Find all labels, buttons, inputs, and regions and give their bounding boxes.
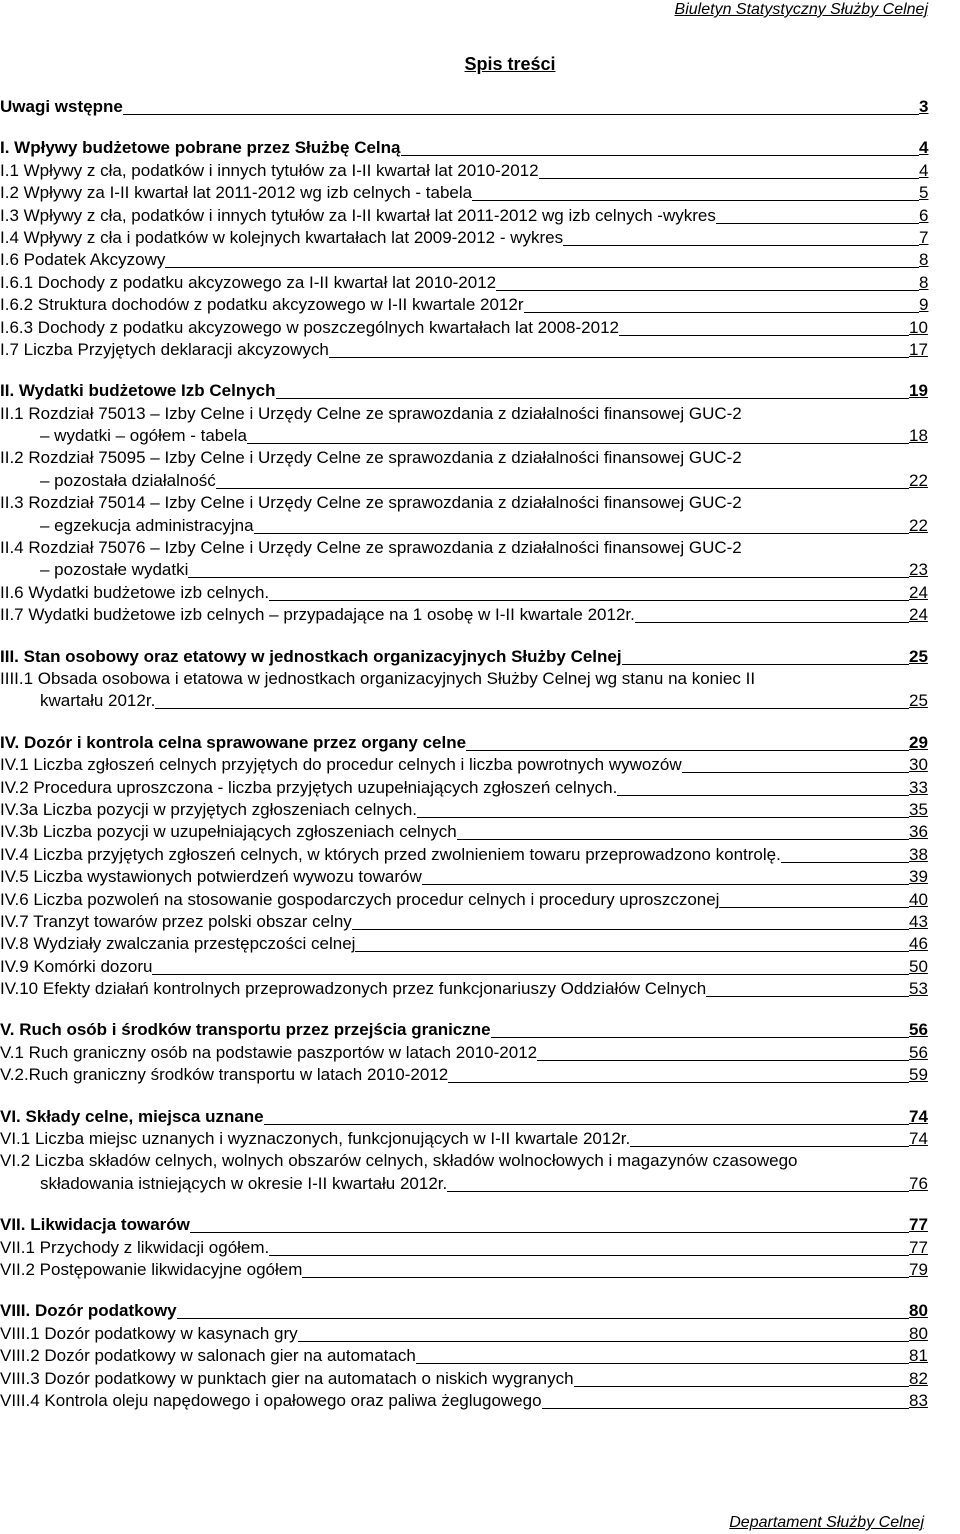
toc-page-number: 30	[909, 755, 928, 775]
toc-entry[interactable]	[0, 1064, 960, 1086]
leader-line	[635, 622, 909, 623]
toc-page-number: 53	[909, 979, 928, 999]
toc-page-number: 77	[909, 1215, 928, 1235]
toc-entry[interactable]	[0, 1106, 960, 1128]
toc-entry-label: II.1 Rozdział 75013 – Izby Celne i Urzędy Celne ze sprawozdania z działalności finansowej GUC-2	[0, 403, 742, 423]
toc-page-number: 38	[909, 844, 928, 864]
toc-entry[interactable]	[0, 1368, 960, 1390]
toc-page-number: 22	[909, 515, 928, 535]
toc-page-number: 56	[909, 1020, 928, 1040]
leader-line	[216, 488, 909, 489]
toc-entry[interactable]	[0, 227, 960, 249]
toc-page-number: 22	[909, 470, 928, 490]
toc-entry[interactable]	[0, 1150, 960, 1172]
toc-entry[interactable]	[0, 1345, 960, 1367]
leader-line	[496, 290, 919, 291]
leader-line	[682, 772, 909, 773]
leader-line	[524, 312, 919, 313]
table-of-contents	[0, 96, 960, 1412]
toc-entry-label: IV.7 Tranzyt towarów przez polski obszar celny	[0, 911, 352, 931]
leader-line	[619, 335, 909, 336]
toc-page-number: 74	[909, 1129, 928, 1149]
toc-page-number: 82	[909, 1368, 928, 1388]
leader-line	[276, 398, 909, 399]
leader-line	[574, 1386, 909, 1387]
toc-page-number: 80	[909, 1323, 928, 1343]
leader-line	[537, 1060, 909, 1061]
leader-line	[352, 929, 909, 930]
toc-page-number: 19	[909, 381, 928, 401]
toc-entry[interactable]	[0, 978, 960, 1000]
toc-page-number: 39	[909, 867, 928, 887]
toc-entry-label: składowania istniejących w okresie I-II kwartału 2012r.	[40, 1173, 448, 1193]
toc-entry[interactable]	[0, 1214, 960, 1236]
toc-page-number: 77	[909, 1237, 928, 1257]
toc-entry-label: I.6.1 Dochody z podatku akcyzowego za I-II kwartał lat 2010-2012	[0, 272, 497, 292]
leader-line	[630, 1146, 909, 1147]
toc-entry[interactable]	[0, 559, 960, 581]
toc-entry-label: I.7 Liczba Przyjętych deklaracji akcyzowych	[0, 339, 329, 359]
leader-line	[269, 1255, 909, 1256]
toc-entry-label: II.3 Rozdział 75014 – Izby Celne i Urzędy Celne ze sprawozdania z działalności finansowej GUC-2	[0, 493, 742, 513]
toc-entry-label: I.1 Wpływy z cła, podatków i innych tytułów za I-II kwartał lat 2010-2012	[0, 160, 539, 180]
toc-page-number: 76	[909, 1173, 928, 1193]
toc-entry-label: II.7 Wydatki budżetowe izb celnych – przypadające na 1 osobę w I-II kwartale 2012r.	[0, 605, 635, 625]
toc-entry[interactable]	[0, 272, 960, 294]
leader-line	[165, 267, 919, 268]
toc-entry[interactable]	[0, 182, 960, 204]
toc-entry[interactable]	[0, 1300, 960, 1322]
leader-line	[781, 862, 909, 863]
leader-line	[539, 178, 919, 179]
toc-entry-label: I.2 Wpływy za I-II kwartał lat 2011-2012 wg izb celnych - tabela	[0, 183, 473, 203]
toc-page-number: 81	[909, 1346, 928, 1366]
toc-entry[interactable]	[0, 447, 960, 469]
toc-entry-label: IV.1 Liczba zgłoszeń celnych przyjętych do procedur celnych i liczba powrotnych wywozów	[0, 755, 682, 775]
toc-page-number: 80	[909, 1301, 928, 1321]
toc-page-number: 74	[909, 1106, 928, 1126]
toc-page-number: 43	[909, 911, 928, 931]
toc-entry[interactable]	[0, 1259, 960, 1281]
toc-entry-label: IV.10 Efekty działań kontrolnych przeprowadzonych przez funkcjonariuszy Oddziałów Celnych	[0, 979, 707, 999]
leader-line	[563, 245, 919, 246]
toc-page-number: 4	[919, 160, 929, 180]
toc-entry[interactable]	[0, 470, 960, 492]
leader-line	[617, 795, 909, 796]
toc-entry[interactable]	[0, 249, 960, 271]
toc-entry[interactable]	[0, 160, 960, 182]
toc-page-number: 4	[919, 138, 929, 158]
toc-entry-label: I.6 Podatek Akcyzowy	[0, 250, 166, 270]
toc-entry[interactable]	[0, 1128, 960, 1150]
toc-entry[interactable]	[0, 339, 960, 361]
toc-entry[interactable]	[0, 911, 960, 933]
toc-entry-label: II.6 Wydatki budżetowe izb celnych.	[0, 582, 270, 602]
section-gap	[0, 627, 960, 646]
toc-page-number: 10	[909, 317, 928, 337]
toc-page-number: 79	[909, 1259, 928, 1279]
toc-entry-label: VIII.1 Dozór podatkowy w kasynach gry	[0, 1323, 298, 1343]
toc-entry[interactable]	[0, 799, 960, 821]
toc-entry-label: VIII.3 Dozór podatkowy w punktach gier na automatach o niskich wygranych	[0, 1368, 574, 1388]
toc-entry[interactable]	[0, 1042, 960, 1064]
section-gap	[0, 1195, 960, 1214]
leader-line	[447, 1191, 909, 1192]
toc-entry[interactable]	[0, 425, 960, 447]
section-gap	[0, 1000, 960, 1019]
toc-entry-label: IV.9 Komórki dozoru	[0, 956, 153, 976]
toc-entry-label: VI. Składy celne, miejsca uznane	[0, 1106, 264, 1126]
toc-page-number: 36	[909, 822, 928, 842]
toc-page-number: 17	[909, 339, 928, 359]
section-gap	[0, 118, 960, 137]
leader-line	[401, 155, 919, 156]
toc-entry[interactable]	[0, 96, 960, 118]
leader-line	[188, 577, 909, 578]
leader-line	[491, 1037, 909, 1038]
toc-entry-label: I.6.2 Struktura dochodów z podatku akcyzowego w I-II kwartale 2012r	[0, 295, 524, 315]
toc-page-number: 9	[919, 295, 929, 315]
toc-entry-label: IIII.1 Obsada osobowa i etatowa w jednostkach organizacyjnych Służby Celnej wg stanu na koniec II	[0, 668, 756, 688]
section-gap	[0, 1087, 960, 1106]
toc-entry-label: – pozostałe wydatki	[40, 560, 189, 580]
toc-entry-label: Uwagi wstępne	[0, 97, 123, 116]
section-gap	[0, 713, 960, 732]
toc-page-number: 25	[909, 691, 928, 711]
toc-entry[interactable]	[0, 866, 960, 888]
toc-entry-label: IV. Dozór i kontrola celna sprawowane przez organy celne	[0, 732, 467, 752]
leader-line	[622, 664, 909, 665]
toc-page-number: 7	[919, 227, 929, 247]
toc-entry[interactable]	[0, 844, 960, 866]
toc-entry-label: II. Wydatki budżetowe Izb Celnych	[0, 381, 276, 401]
toc-page-number: 24	[909, 582, 928, 602]
toc-page-number: 8	[919, 250, 929, 270]
toc-page-number: 50	[909, 956, 928, 976]
toc-entry-label: – egzekucja administracyjna	[40, 515, 254, 535]
leader-line	[719, 907, 909, 908]
toc-entry-label: VIII. Dozór podatkowy	[0, 1301, 177, 1321]
leader-line	[302, 1277, 909, 1278]
toc-entry[interactable]	[0, 380, 960, 402]
toc-page-number: 5	[919, 183, 929, 203]
toc-entry[interactable]	[0, 582, 960, 604]
toc-entry[interactable]	[0, 1019, 960, 1041]
toc-entry[interactable]	[0, 294, 960, 316]
leader-line	[457, 839, 909, 840]
toc-entry-label: I.6.3 Dochody z podatku akcyzowego w poszczególnych kwartałach lat 2008-2012	[0, 317, 619, 337]
toc-page-number: 40	[909, 889, 928, 909]
leader-line	[417, 817, 909, 818]
leader-line	[152, 974, 909, 975]
toc-entry-label: – wydatki – ogółem - tabela	[40, 426, 247, 446]
toc-entry[interactable]	[0, 317, 960, 339]
leader-line	[254, 533, 909, 534]
toc-entry[interactable]	[0, 646, 960, 668]
toc-entry-label: III. Stan osobowy oraz etatowy w jednostkach organizacyjnych Służby Celnej	[0, 646, 622, 666]
toc-entry-label: IV.3b Liczba pozycji w uzupełniających zgłoszeniach celnych	[0, 822, 457, 842]
toc-entry-label: kwartału 2012r.	[40, 691, 156, 711]
toc-page-number: 46	[909, 934, 928, 954]
leader-line	[466, 750, 909, 751]
toc-entry-label: V.2.Ruch graniczny środków transportu w latach 2010-2012	[0, 1065, 449, 1085]
toc-entry-label: II.2 Rozdział 75095 – Izby Celne i Urzędy Celne ze sprawozdania z działalności finansowej GUC-2	[0, 448, 742, 468]
toc-entry-label: VII.2 Postępowanie likwidacyjne ogółem	[0, 1259, 303, 1279]
leader-line	[177, 1318, 909, 1319]
toc-entry[interactable]	[0, 1390, 960, 1412]
toc-title: Spis treści	[464, 54, 556, 74]
leader-line	[448, 1082, 909, 1083]
leader-line	[416, 1363, 909, 1364]
toc-entry[interactable]	[0, 821, 960, 843]
toc-entry-label: VIII.2 Dozór podatkowy w salonach gier na automatach	[0, 1346, 416, 1366]
toc-page-number: 35	[909, 799, 928, 819]
toc-entry[interactable]	[0, 205, 960, 227]
toc-page-number: 56	[909, 1042, 928, 1062]
toc-page-number: 59	[909, 1065, 928, 1085]
toc-entry-label: VII.1 Przychody z likwidacji ogółem.	[0, 1237, 270, 1257]
toc-page-number: 29	[909, 732, 928, 752]
leader-line	[269, 600, 909, 601]
section-gap	[0, 361, 960, 380]
toc-entry-label: IV.5 Liczba wystawionych potwierdzeń wywozu towarów	[0, 867, 422, 887]
toc-entry-label: VI.2 Liczba składów celnych, wolnych obszarów celnych, składów wolnocłowych i magazynów czasowego	[0, 1151, 798, 1171]
leader-line	[247, 443, 909, 444]
toc-page-number: 23	[909, 560, 928, 580]
footer-department: Departament Służby Celnej	[729, 1514, 924, 1531]
section-gap	[0, 1281, 960, 1300]
toc-entry-label: VI.1 Liczba miejsc uznanych i wyznaczonych, funkcjonujących w I-II kwartale 2012r.	[0, 1129, 631, 1149]
toc-entry-label: VII. Likwidacja towarów	[0, 1215, 190, 1235]
toc-entry[interactable]	[0, 732, 960, 754]
toc-entry-label: I.4 Wpływy z cła i podatków w kolejnych kwartałach lat 2009-2012 - wykres	[0, 227, 564, 247]
leader-line	[155, 708, 909, 709]
toc-entry[interactable]	[0, 754, 960, 776]
toc-entry[interactable]	[0, 956, 960, 978]
toc-entry[interactable]	[0, 1323, 960, 1345]
toc-entry-label: V. Ruch osób i środków transportu przez przejścia graniczne	[0, 1020, 491, 1040]
toc-entry-label: IV.4 Liczba przyjętych zgłoszeń celnych, w których przed zwolnieniem towaru przeprowadzono kontrolę.	[0, 844, 781, 864]
leader-line	[422, 884, 909, 885]
toc-page-number: 3	[919, 97, 929, 116]
toc-entry-label: IV.2 Procedura uproszczona - liczba przyjętych uzupełniających zgłoszeń celnych.	[0, 777, 618, 797]
leader-line	[329, 357, 909, 358]
toc-page-number: 83	[909, 1390, 928, 1410]
toc-page-number: 33	[909, 777, 928, 797]
toc-entry[interactable]	[0, 403, 960, 425]
toc-entry-label: V.1 Ruch graniczny osób na podstawie paszportów w latach 2010-2012	[0, 1042, 538, 1062]
leader-line	[542, 1408, 909, 1409]
toc-entry[interactable]	[0, 889, 960, 911]
toc-entry[interactable]	[0, 777, 960, 799]
toc-entry[interactable]	[0, 515, 960, 537]
toc-entry[interactable]	[0, 492, 960, 514]
toc-entry[interactable]	[0, 933, 960, 955]
leader-line	[298, 1341, 909, 1342]
toc-entry[interactable]	[0, 537, 960, 559]
toc-entry-label: – pozostała działalność	[40, 470, 216, 490]
toc-entry[interactable]	[0, 137, 960, 159]
leader-line	[264, 1124, 909, 1125]
bulletin-title: Biuletyn Statystyczny Służby Celnej	[674, 1, 928, 18]
toc-entry-label: IV.3a Liczba pozycji w przyjętych zgłoszeniach celnych.	[0, 799, 418, 819]
leader-line	[472, 200, 919, 201]
toc-entry-label: II.4 Rozdział 75076 – Izby Celne i Urzędy Celne ze sprawozdania z działalności finansowej GUC-2	[0, 538, 742, 558]
leader-line	[190, 1232, 909, 1233]
toc-entry[interactable]	[0, 668, 960, 690]
toc-page-number: 6	[919, 205, 929, 225]
toc-page-number: 25	[909, 646, 928, 666]
leader-line	[706, 996, 909, 997]
toc-page-number: 24	[909, 605, 928, 625]
toc-entry-label: I. Wpływy budżetowe pobrane przez Służbę Celną	[0, 138, 401, 158]
leader-line	[123, 114, 919, 115]
toc-entry[interactable]	[0, 604, 960, 626]
leader-line	[355, 951, 909, 952]
toc-entry-label: IV.8 Wydziały zwalczania przestępczości celnej	[0, 934, 356, 954]
toc-entry[interactable]	[0, 1173, 960, 1195]
toc-page-number: 8	[919, 272, 929, 292]
toc-entry-label: IV.6 Liczba pozwoleń na stosowanie gospodarczych procedur celnych i procedury uproszczonej	[0, 889, 720, 909]
toc-page-number: 18	[909, 426, 928, 446]
toc-entry[interactable]	[0, 690, 960, 712]
toc-entry-label: I.3 Wpływy z cła, podatków i innych tytułów za I-II kwartał lat 2011-2012 wg izb celnych -wykres	[0, 205, 716, 225]
leader-line	[716, 223, 919, 224]
toc-entry[interactable]	[0, 1237, 960, 1259]
toc-entry-label: VIII.4 Kontrola oleju napędowego i opałowego oraz paliwa żeglugowego	[0, 1390, 542, 1410]
